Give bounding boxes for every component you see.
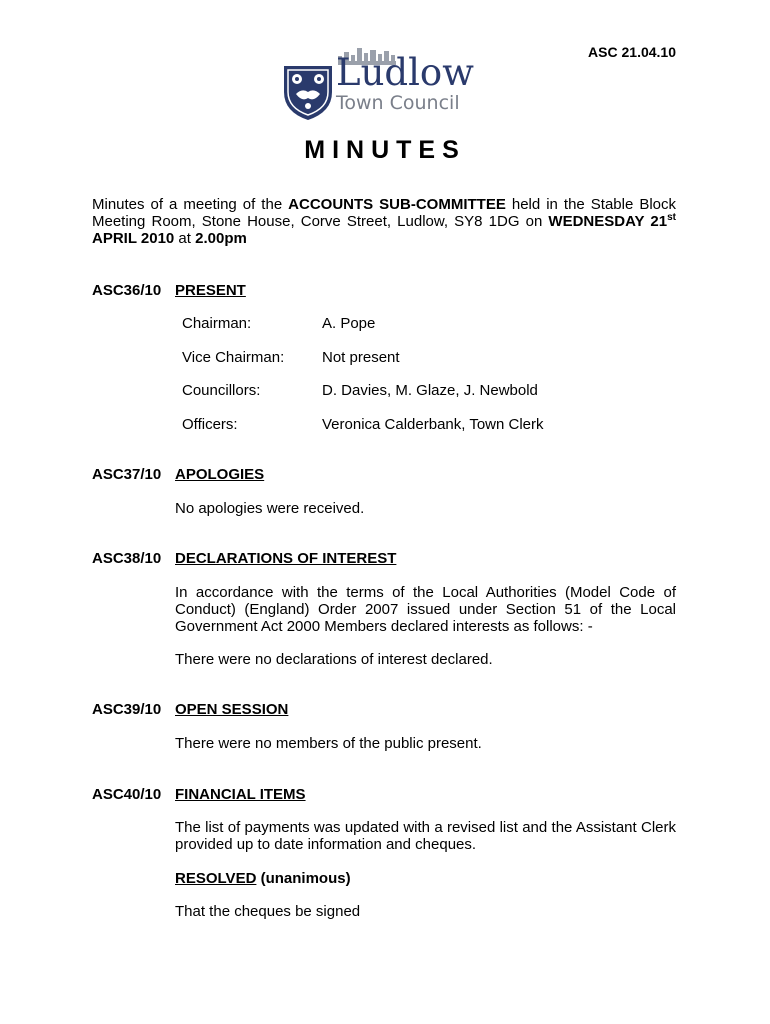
open-session-text: There were no members of the public present. xyxy=(175,735,482,752)
section-number-open-session: ASC39/10 xyxy=(92,701,162,718)
council-logo xyxy=(282,46,492,120)
logo-subtitle: Town Council xyxy=(336,92,460,114)
meeting-time: 2.00pm xyxy=(195,230,247,247)
resolution-text: That the cheques be signed xyxy=(175,903,361,920)
committee-name: ACCOUNTS SUB-COMMITTEE xyxy=(288,196,506,213)
logo-wordmark: Ludlow xyxy=(336,51,474,94)
attendee-role: Chairman: xyxy=(182,315,252,332)
attendee-names: Veronica Calderbank, Town Clerk xyxy=(322,416,544,433)
intro-text-2: held in the Stable Block Meeting Room, Stone House, Corve Street, Ludlow, SY8 1DG on xyxy=(92,196,676,230)
section-number-present: ASC36/10 xyxy=(92,282,162,299)
resolution-heading xyxy=(175,870,676,887)
meeting-day: WEDNESDAY 21 xyxy=(548,213,668,230)
attendee-names: A. Pope xyxy=(322,315,376,332)
section-heading-declarations: DECLARATIONS OF INTEREST xyxy=(175,550,397,567)
attendee-names: Not present xyxy=(322,349,400,366)
intro-text-3: at xyxy=(174,230,196,247)
financial-text: The list of payments was updated with a revised list and the Assistant Clerk provided up to date information and cheques. xyxy=(175,819,676,853)
attendee-names: D. Davies, M. Glaze, J. Newbold xyxy=(322,382,538,399)
document-reference: ASC 21.04.10 xyxy=(588,44,676,60)
resolved-label: RESOLVED xyxy=(175,870,257,887)
declarations-text: In accordance with the terms of the Local Authorities (Model Code of Conduct) (England) Order 2007 issued under Section 51 of the Local Government Act 2000 Members declared interests as follows: - xyxy=(175,584,676,635)
intro-text-1: Minutes of a meeting of the xyxy=(92,196,289,213)
intro-paragraph xyxy=(92,196,676,247)
section-number-declarations: ASC38/10 xyxy=(92,550,162,567)
section-heading-open-session: OPEN SESSION xyxy=(175,701,289,718)
resolved-note: (unanimous) xyxy=(256,870,351,887)
apologies-text: No apologies were received. xyxy=(175,500,365,517)
declarations-result: There were no declarations of interest declared. xyxy=(175,651,493,668)
section-heading-present: PRESENT xyxy=(175,282,246,299)
attendee-role: Councillors: xyxy=(182,382,261,399)
section-heading-financial: FINANCIAL ITEMS xyxy=(175,786,306,803)
attendee-role: Vice Chairman: xyxy=(182,349,285,366)
section-number-apologies: ASC37/10 xyxy=(92,466,162,483)
page-title: MINUTES xyxy=(304,136,466,164)
day-suffix: st xyxy=(667,212,676,223)
attendee-role: Officers: xyxy=(182,416,238,433)
meeting-date: APRIL 2010 xyxy=(92,230,175,247)
section-number-financial: ASC40/10 xyxy=(92,786,162,803)
section-heading-apologies: APOLOGIES xyxy=(175,466,265,483)
